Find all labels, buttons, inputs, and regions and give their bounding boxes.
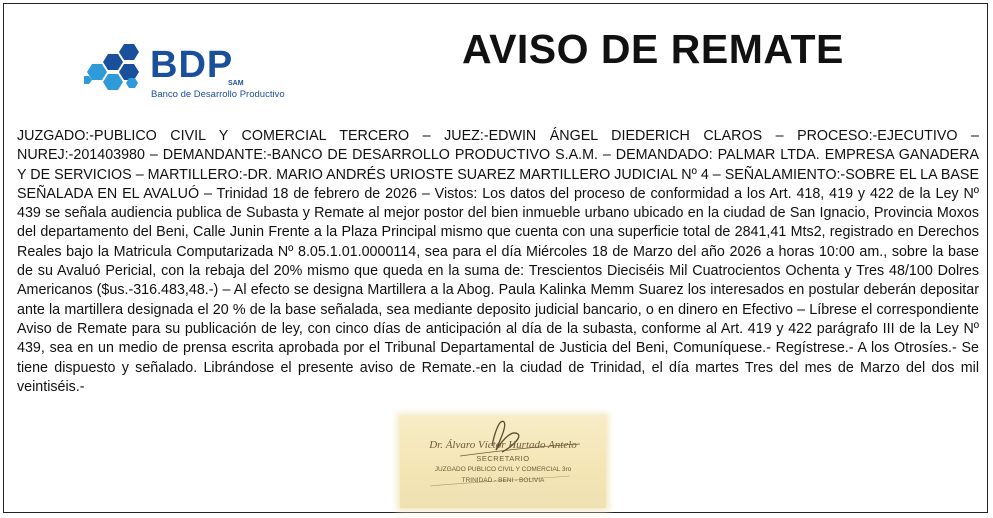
logo-wordmark: BDP	[150, 44, 234, 86]
stamp-signer: Dr. Álvaro Víctor Hurtado Antelo	[429, 439, 577, 451]
stamp-location: TRINIDAD - BENI - BOLIVIA	[461, 477, 545, 484]
logo-subtitle: Banco de Desarrollo Productivo	[151, 89, 285, 100]
notice-title: AVISO DE REMATE	[462, 26, 844, 72]
stamp-role: SECRETARIO	[476, 454, 530, 463]
hexagon-cluster-icon	[84, 44, 139, 90]
logo-suffix: SAM	[228, 80, 244, 87]
stamp-court: JUZGADO PUBLICO CIVIL Y COMERCIAL 3ro	[434, 466, 572, 473]
notice-body-text: JUZGADO:-PUBLICO CIVIL Y COMERCIAL TERCERO – JUEZ:-EDWIN ÁNGEL DIEDERICH CLAROS – PROCESO:-EJECUTIVO – NUREJ:-201403980 – DEMANDANTE:-BANCO DE DESARROLLO PRODUCTIVO S.A.M. – DEMANDADO: PALMAR LTDA. EMPRESA GANADERA Y DE SERVICIOS – MARTILLERO:-DR. MARIO ANDRÉS URIOSTE SUAREZ MARTILLERO JUDICIAL Nº 4 – SEÑALAMIENTO:-SOBRE EL LA BASE SEÑALADA EN EL AVALUÓ – Trinidad 18 de febrero de 2026 – Vistos: Los datos del proceso de conformidad a los Art. 418, 419 y 422 de la Ley Nº 439 se señala audiencia publica de Subasta y Remate al mejor postor del bien inmueble urbano ubicado en la ciudad de San Ignacio, Provincia Moxos del departamento del Beni, Calle Junin Frente a la Plaza Principal mismo que cuenta con una superficie total de 2841,41 Mts2, registrado en Derechos Reales bajo la Matricula Computarizada Nº 8.05.1.01.0000114, sea para el día Miércoles 18 de Marzo del año 2026 a horas 10:00 am., sobre la base de su Avaluó Pericial, con la rebaja del 20% mismo que queda en la suma de: Trescientos Dieciséis Mil Cuatrocientos Ochenta y Tres 48/100 Dolres Americanos ($us.-316.483,48.-) – Al efecto se designa Martillera a la Abog. Paula Kalinka Memm Suarez los interesados en postular deberán depositar ante la martillera designada el 20 % de la base señalada, sea mediante deposito judicial bancario, o en dinero en Efectivo – Líbrese el correspondiente Aviso de Remate para su publicación de ley, con cinco días de anticipación al día de la subasta, conforme al Art. 419 y 422 parágrafo III de la Ley Nº 439, sea en un medio de prensa escrita aprobada por el Tribunal Departamental de Justicia del Beni, Comuníquese.- Regístrese.- A los Otrosíes.- Se tiene dispuesto y señalado. Librándose el presente aviso de Remate.-en la ciudad de Trinidad, el día martes Tres del mes de Marzo del dos mil veintiséis.-	[17, 128, 979, 395]
signature-stamp	[400, 416, 606, 508]
